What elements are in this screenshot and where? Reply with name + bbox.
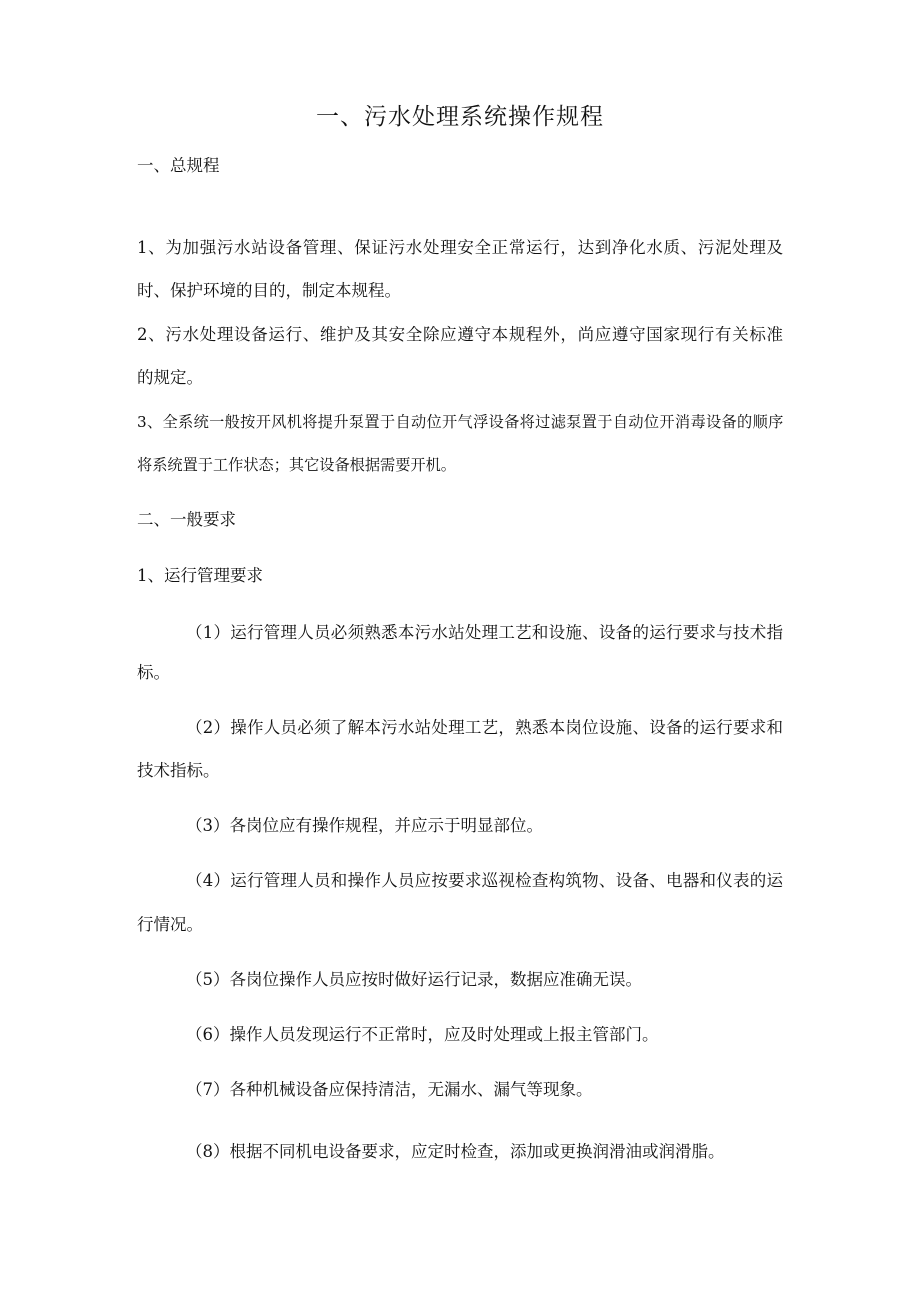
list-item-line: 技术指标。	[137, 761, 220, 780]
section-heading-general: 一、总规程	[137, 156, 220, 175]
paragraph-line: 3、全系统一般按开风机将提升泵置于自动位开气浮设备将过滤泵置于自动位开消毒设备的顺序	[137, 413, 783, 431]
list-item-line: （2）操作人员必须了解本污水站处理工艺，熟悉本岗位设施、设备的运行要求和	[186, 718, 783, 737]
list-item-line: （7）各种机械设备应保持清洁，无漏水、漏气等现象。	[186, 1080, 593, 1099]
paragraph-line: 将系统置于工作状态；其它设备根据需要开机。	[137, 456, 456, 474]
paragraph-line: 时、保护环境的目的，制定本规程。	[137, 281, 401, 300]
list-item-line: （8）根据不同机电设备要求，应定时检查，添加或更换润滑油或润滑脂。	[186, 1142, 725, 1161]
paragraph-line: 2、污水处理设备运行、维护及其安全除应遵守本规程外，尚应遵守国家现行有关标准	[137, 325, 783, 344]
paragraph-line: 的规定。	[137, 368, 203, 387]
paragraph-line: 1、为加强污水站设备管理、保证污水处理安全正常运行，达到净化水质、污泥处理及	[137, 238, 783, 257]
list-item-line: （3）各岗位应有操作规程，并应示于明显部位。	[186, 816, 543, 835]
list-item-line: （1）运行管理人员必须熟悉本污水站处理工艺和设施、设备的运行要求与技术指	[186, 623, 783, 642]
section-heading-requirements: 二、一般要求	[137, 510, 236, 529]
list-item-line: （6）操作人员发现运行不正常时，应及时处理或上报主管部门。	[186, 1025, 659, 1044]
subheading-operation: 1、运行管理要求	[137, 566, 263, 585]
list-item-line: （4）运行管理人员和操作人员应按要求巡视检查构筑物、设备、电器和仪表的运	[186, 871, 783, 890]
list-item-line: 行情况。	[137, 915, 203, 934]
list-item-line: 标。	[137, 663, 170, 682]
document-title: 一、污水处理系统操作规程	[316, 104, 604, 130]
list-item-line: （5）各岗位操作人员应按时做好运行记录，数据应准确无误。	[186, 970, 642, 989]
